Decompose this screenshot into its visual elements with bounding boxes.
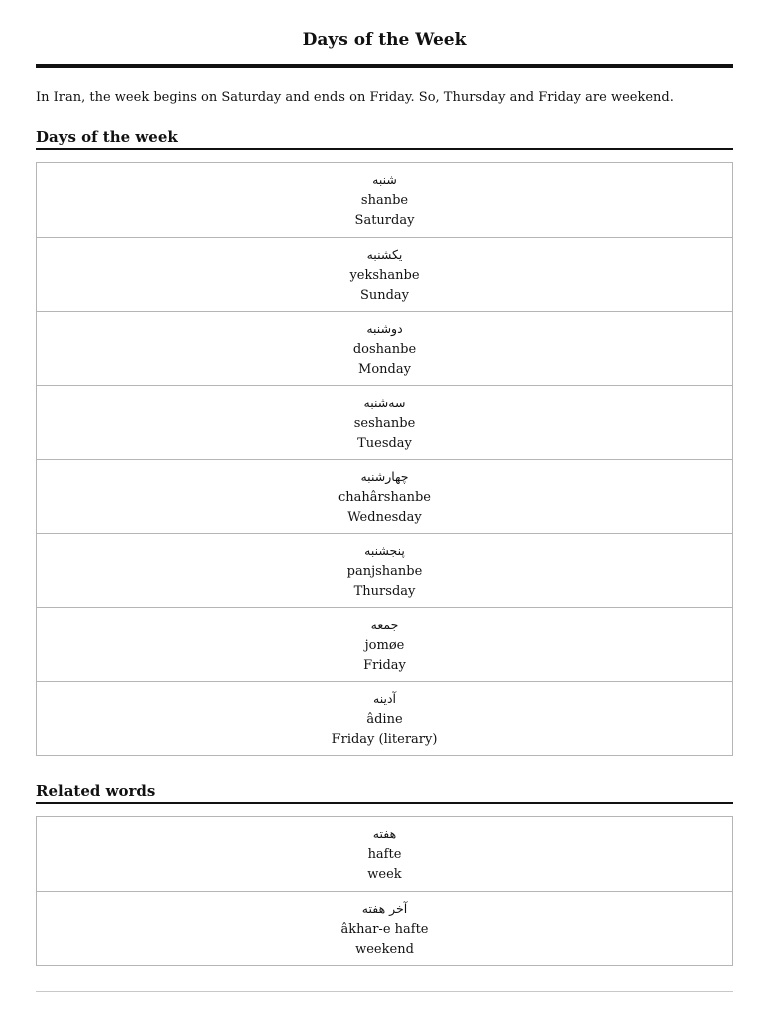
- related-row-weekend: [37, 891, 732, 965]
- persian-word: یکشنبه: [366, 247, 403, 262]
- footer-divider: [36, 991, 733, 992]
- transliteration: jomøe: [364, 637, 405, 653]
- page-title: Days of the Week: [302, 30, 467, 50]
- day-row-friday-literary: [37, 681, 732, 755]
- persian-word: چهارشنبه: [360, 469, 409, 484]
- transliteration: âkhar-e hafte: [340, 921, 429, 937]
- day-row-tuesday: [37, 385, 732, 459]
- persian-word: دوشنبه: [366, 321, 403, 336]
- days-section-heading: Days of the week: [36, 128, 733, 150]
- transliteration: panjshanbe: [346, 563, 423, 579]
- page: [36, 0, 733, 992]
- persian-word: جمعه: [370, 617, 399, 632]
- english-meaning: Sunday: [359, 288, 410, 303]
- transliteration: hafte: [367, 846, 402, 862]
- days-table: [36, 162, 733, 756]
- day-row-sunday: [37, 237, 732, 311]
- english-meaning: Friday: [363, 658, 406, 673]
- persian-word: پنجشنبه: [364, 543, 405, 558]
- persian-word: آدینه: [373, 691, 396, 706]
- intro-paragraph: In Iran, the week begins on Saturday and ends on Friday. So, Thursday and Friday are weekend.: [36, 90, 674, 105]
- day-row-friday: [37, 607, 732, 681]
- english-meaning: Monday: [358, 362, 411, 377]
- transliteration: doshanbe: [352, 341, 417, 357]
- english-meaning: Tuesday: [357, 436, 412, 451]
- english-meaning: Thursday: [353, 584, 416, 599]
- english-meaning: weekend: [355, 942, 414, 957]
- related-row-week: [37, 817, 732, 891]
- transliteration: seshanbe: [353, 415, 416, 431]
- persian-word: هفته: [372, 826, 397, 841]
- related-words-table: [36, 816, 733, 966]
- transliteration: âdine: [366, 711, 403, 727]
- english-meaning: Saturday: [354, 213, 415, 228]
- day-row-monday: [37, 311, 732, 385]
- day-row-wednesday: [37, 459, 732, 533]
- day-row-thursday: [37, 533, 732, 607]
- transliteration: chahârshanbe: [338, 489, 431, 505]
- english-meaning: Friday (literary): [331, 732, 438, 747]
- day-row-saturday: [37, 163, 732, 237]
- transliteration: shanbe: [360, 192, 409, 208]
- transliteration: yekshanbe: [349, 267, 420, 283]
- persian-word: شنبه: [372, 172, 397, 187]
- english-meaning: Wednesday: [347, 510, 422, 525]
- persian-word: آخر هفته: [361, 901, 408, 916]
- english-meaning: week: [367, 867, 402, 882]
- persian-word: سه‌شنبه: [363, 395, 406, 410]
- related-section-heading: Related words: [36, 782, 733, 804]
